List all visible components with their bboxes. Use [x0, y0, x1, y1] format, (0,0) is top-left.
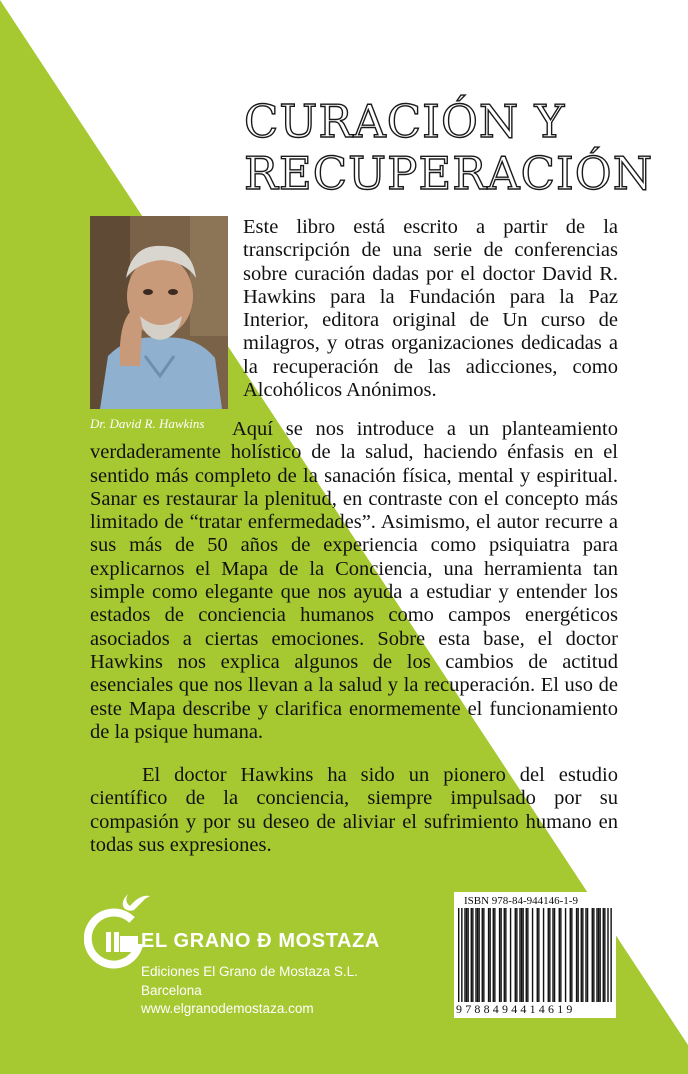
barcode-bar: [598, 908, 599, 1002]
barcode-bar: [500, 908, 501, 1002]
barcode-bar: [475, 908, 476, 1002]
barcode-bar: [581, 908, 582, 1002]
barcode-bar: [554, 908, 555, 1002]
publisher-name: EL GRANO Ð MOSTAZA: [141, 930, 380, 952]
barcode-bar: [467, 908, 468, 1002]
barcode-bar: [571, 908, 572, 1002]
title-line-1: CURACIÓN Y: [244, 95, 566, 148]
publisher-company: Ediciones El Grano de Mostaza S.L.: [141, 964, 358, 979]
barcode-bar: [493, 908, 494, 1002]
ean-digits: 9788494414619: [456, 1002, 576, 1016]
isbn-label: ISBN 978-84-944146-1-9: [464, 895, 578, 907]
barcode-bar: [565, 908, 566, 1002]
barcode-bar: [577, 908, 578, 1002]
barcode-bar: [552, 908, 553, 1002]
paragraph-1: Este libro está escrito a partir de la transcripción de una serie de conferencias sobre curación dadas por el doctor David R. Hawkins para la Fundación para la Paz Interior, editora original de Un curso de milagros, y otras organizaciones dedicadas a la recuperación de las adicciones, como Alcohólicos Anónimos.: [243, 216, 618, 402]
barcode-bar: [585, 908, 586, 1002]
barcode-bar: [599, 908, 600, 1002]
barcode-bar: [603, 908, 604, 1002]
barcode-bar: [483, 908, 484, 1002]
title-line-2: RECUPERACIÓN: [244, 147, 654, 200]
barcode-bar: [516, 908, 517, 1002]
photo-caption: Dr. David R. Hawkins: [90, 416, 205, 431]
barcode-bar: [488, 908, 489, 1002]
barcode-bar: [522, 908, 523, 1002]
barcode-bar: [548, 908, 549, 1002]
barcode-bar: [610, 908, 611, 1002]
barcode-bar: [527, 908, 528, 1002]
barcode-bar: [587, 908, 588, 1002]
barcode-bar: [543, 908, 544, 1002]
barcode-bar: [607, 908, 608, 1002]
barcode-bar: [604, 908, 605, 1002]
barcode-bar: [466, 908, 467, 1002]
paragraph-2: Aquí se nos introduce a un planteamiento verdaderamente holístico de la salud, haciendo énfasis en el sentido más completo de la sanación física, mental y espiritual. Sanar es restaurar la plenitud, en contraste con el concepto más limitado de “tratar enfermedades”. Asimismo, el autor recurre a sus más de 50 años de experiencia como psiquiatra para explicarnos el Mapa de la Conciencia, una herramienta tan simple como elegante que nos ayuda a estudiar y entender los estados de conciencia humanos como campos energéticos asociados a ciertas emociones. Sobre esta base, el doctor Hawkins nos explica algunos de los cambios de actitud esenciales que nos llevan a la salud y la recuperación. El uso de este Mapa describe y clarifica enormemente el funcionamiento de la psique humana.: [90, 418, 618, 743]
barcode-bar: [538, 908, 539, 1002]
barcode-bar: [596, 908, 597, 1002]
barcode-bar: [560, 908, 561, 1002]
barcode-bar: [592, 908, 593, 1002]
barcode-bar: [458, 908, 459, 1002]
barcode-bar: [499, 908, 500, 1002]
barcode-bar: [549, 908, 550, 1002]
barcode-bar: [532, 908, 533, 1002]
paragraph-3: El doctor Hawkins ha sido un pionero del estudio científico de la conciencia, siempre impulsado por su compasión y por su deseo de aliviar el sufrimiento humano en todas sus expresiones.: [90, 764, 618, 856]
barcode-bar: [505, 908, 506, 1002]
barcode-bar: [576, 908, 577, 1002]
barcode-bar: [494, 908, 495, 1002]
barcode-bars: [458, 908, 612, 1002]
publisher-city: Barcelona: [141, 983, 202, 998]
barcode-bar: [519, 908, 520, 1002]
publisher-website-link[interactable]: www.elgranodemostaza.com: [141, 1001, 314, 1016]
barcode-bar: [526, 908, 527, 1002]
barcode-bar: [537, 908, 538, 1002]
barcode-bar: [559, 908, 560, 1002]
barcode-bar: [489, 908, 490, 1002]
author-photo: [90, 216, 228, 409]
barcode-bar: [477, 908, 478, 1002]
barcode-bar: [472, 908, 473, 1002]
barcode-bar: [510, 908, 511, 1002]
barcode-bar: [461, 908, 462, 1002]
barcode-bar: [521, 908, 522, 1002]
barcode-bar: [482, 908, 483, 1002]
barcode-bar: [582, 908, 583, 1002]
barcode-bar: [570, 908, 571, 1002]
barcode-bar: [464, 908, 465, 1002]
barcode-bar: [593, 908, 594, 1002]
barcode-bar: [471, 908, 472, 1002]
barcode-box: [454, 892, 616, 1018]
barcode-bar: [504, 908, 505, 1002]
barcode-bar: [478, 908, 479, 1002]
author-portrait-image: [90, 216, 228, 409]
book-title: [244, 96, 674, 200]
barcode-bar: [515, 908, 516, 1002]
